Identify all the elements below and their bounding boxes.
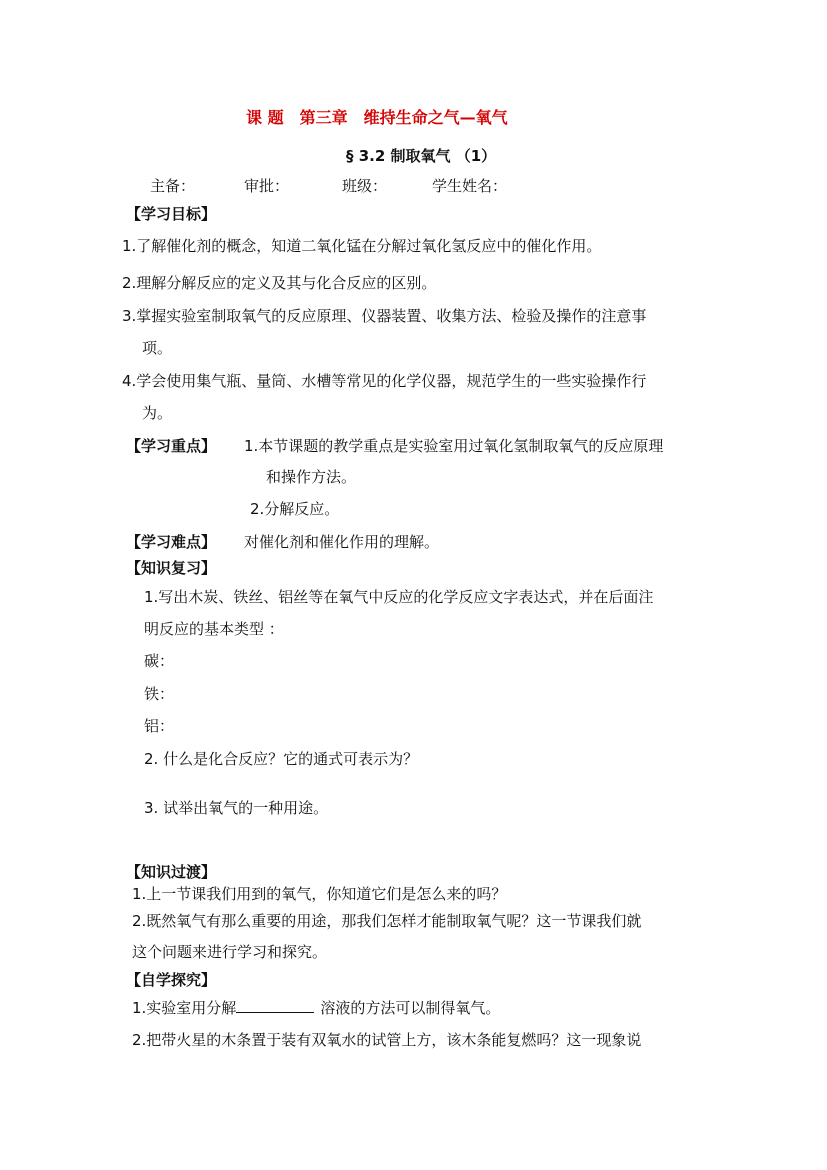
objective-item: 1.了解催化剂的概念，知道二氧化锰在分解过氧化氢反应中的催化作用。 <box>122 237 602 255</box>
answer-blank[interactable] <box>236 998 314 1013</box>
transition-line: 这个问题来进行学习和探究。 <box>132 943 328 961</box>
review-line: 明反应的基本类型 ： <box>144 620 284 638</box>
objective-item-continued: 为。 <box>142 404 173 422</box>
self-study-question <box>132 998 500 1018</box>
self-study-heading: 【自学探究】 <box>126 971 217 989</box>
lesson-title: 课 题 第三章 维持生命之气—氧气 <box>246 108 508 127</box>
review-question: 2. 什么是化合反应？它的通式可表示为？ <box>144 750 419 768</box>
objective-item: 3.掌握实验室制取氧气的反应原理、仪器装置、收集方法、检验及操作的注意事 <box>122 307 647 325</box>
question-prefix: 1.实验室用分解 <box>132 999 237 1017</box>
key-point-line: 1.本节课题的教学重点是实验室用过氧化氢制取氧气的反应原理 <box>244 437 664 455</box>
review-line: 1.写出木炭、铁丝、铝丝等在氧气中反应的化学反应文字表达式，并在后面注 <box>144 588 654 606</box>
question-suffix: 溶液的方法可以制得氧气。 <box>320 999 501 1017</box>
field-class: 班级： <box>342 177 388 195</box>
review-heading: 【知识复习】 <box>126 559 217 577</box>
transition-line: 2.既然氧气有那么重要的用途，那我们怎样才能制取氧气呢？这一节课我们就 <box>132 912 642 930</box>
self-study-question: 2.把带火星的木条置于装有双氧水的试管上方，该木条能复燃吗？这一现象说 <box>132 1031 642 1049</box>
field-reviewer: 审批： <box>244 177 290 195</box>
field-author: 主备： <box>150 177 196 195</box>
key-points-heading: 【学习重点】 <box>126 437 217 455</box>
difficulty-text: 对催化剂和催化作用的理解。 <box>244 533 440 551</box>
transition-heading: 【知识过渡】 <box>126 863 217 881</box>
objective-item-continued: 项。 <box>142 339 173 357</box>
difficulty-heading: 【学习难点】 <box>126 533 217 551</box>
key-point-line: 和操作方法。 <box>266 468 357 486</box>
transition-line: 1.上一节课我们用到的氧气，你知道它们是怎么来的吗？ <box>132 885 507 903</box>
review-line-iron: 铁： <box>144 685 175 703</box>
section-subtitle: § 3.2 制取氧气 （1） <box>346 147 497 165</box>
field-student-name: 学生姓名： <box>432 177 508 195</box>
review-line-aluminum: 铝： <box>144 717 175 735</box>
objective-item: 2.理解分解反应的定义及其与化合反应的区别。 <box>122 274 437 292</box>
objective-item: 4.学会使用集气瓶、量筒、水槽等常见的化学仪器，规范学生的一些实验操作行 <box>122 372 647 390</box>
review-line-carbon: 碳： <box>144 652 175 670</box>
objectives-heading: 【学习目标】 <box>126 205 217 223</box>
key-point-line: 2.分解反应。 <box>250 500 340 518</box>
review-question: 3. 试举出氧气的一种用途。 <box>144 799 329 817</box>
